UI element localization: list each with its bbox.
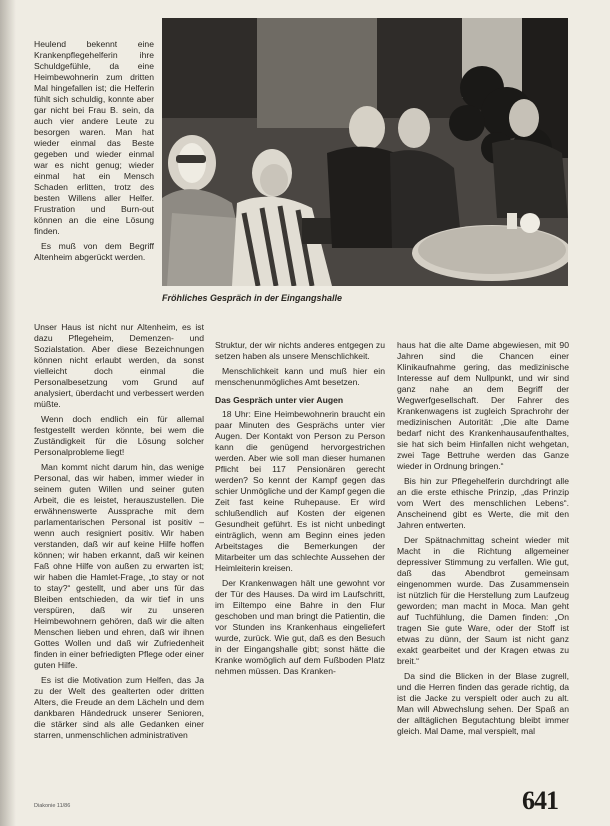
photo-illustration <box>162 18 568 286</box>
column-2-paragraph: Der Krankenwagen hält une gewohnt vor der Tür des Hauses. Da wird im Laufschritt, im Eiltempo eine Bahre in den Flur geschoben und man bringt die Patientin, die vor Stunden ins Krankenhaus eingeliefert wurde, zurück. Wie gut, daß es den Besuch in der Eingangshalle gibt; sonst hätte die Kranke womöglich auf dem Fußboden Platz nehmen müssen. Das Kranken- <box>215 578 385 676</box>
column-2-paragraph: 18 Uhr: Eine Heimbewohnerin braucht ein paar Minuten des Gesprächs unter vier Augen. Der Kontakt von Person zu Person kann die genügend hervorgestrichen werden. Aber wie soll man dieser humanen Pflicht bei 117 Pensionären gerecht werden? So kennt der Kampf gegen das schier Unmögliche und der Kampf gegen die Zeit fast keine Ruhepause. Er wird schlußendlich auf Kosten der eigenen Gesundheit geführt. Es ist nicht unbedingt einträglich, wenn am Beginn eines jeden Arbeitstages die Bemerkungen der Mitarbeiter um das schlechte Aussehen der Heimleiterin kreisen. <box>215 409 385 573</box>
column-1-paragraph: Man kommt nicht darum hin, das wenige Personal, das wir haben, immer wieder in seinem guten Willen und seiner guten Arbeit, die es leistet, herauszustellen. Die erwähnenswerte Aussprache mit dem parlamentarischen Personal ist positiv – wenn auch resigniert positiv. Wir haben verstanden, daß wir auf keine Hilfe hoffen können; wir haben erkannt, daß wir keinen Faß ohne Hilfe von außen zu erwarten ist; wir haben die Hamlet-Frage, „to stay or not to stay?“ gestellt, und aber uns für das Bleiben entschieden, da wir tief in uns verspüren, daß wir zu unseren Heimbewohnern gehören, daß wir die alten Menschen lieben und ehren, daß wir ihnen Gottes Wollen und daß wir Zufriedenheit finden in einer befriedigten Pflege oder einer guten Hilfe. <box>34 462 204 670</box>
footer-issue: Diakonie 11/86 <box>34 803 71 809</box>
column-3-paragraph: Der Spätnachmittag scheint wieder mit Macht in die Richtung allgemeiner depressiver Stimmung zu verfallen. Wie gut, daß das Abendbrot gemeinsam eingenommen wurde. Das Zusammensein ist nützlich für die Herstellung zum Laufzeug geworden; man macht in Moca. Man geht auf Tuchfühlung, die Damen finden: „On tragen Sie gute Ware, oder der Stoff ist etwas zu dünn, der Saum ist nicht ganz exakt gearbeitet und der Kragen etwas zu breit.“ <box>397 535 569 666</box>
photo-caption: Fröhliches Gespräch in der Eingangshalle <box>162 293 343 303</box>
page-edge-shadow <box>0 0 16 826</box>
column-2-paragraph: Struktur, der wir nichts anderes entgegen zu setzen haben als unsere Menschlichkeit. <box>215 340 385 361</box>
column-1-paragraph: Unser Haus ist nicht nur Altenheim, es ist dazu Pflegeheim, Demenzen- und Sozialstation. Aber diese Bezeichnungen können nicht erlaubt werden, da sonst vielleicht doch einmal die Personalbesetzung vom Grund auf analysiert, überdacht und verbessert werden müßte. <box>34 322 204 409</box>
photo-group-conversation <box>162 18 568 286</box>
column-1-bottom <box>34 322 204 802</box>
column-1-paragraph: Es muß von dem Begriff Altenheim abgerückt werden. <box>34 241 154 262</box>
column-1-paragraph: Wenn doch endlich ein für allemal festgestellt werden könnte, bei wem die Zuständigkeit für die Lösung solcher Personalprobleme liegt! <box>34 414 204 457</box>
column-3 <box>397 340 569 780</box>
column-3-paragraph: Da sind die Blicken in der Blase zugrell, und die Herren finden das gerade richtig, da ist die Jacke zu verspielt oder auch zu alt. Man will Abwechslung sehen. Der Spaß an der alltäglichen Begutachtung bleibt immer gleich. Mal Dame, mal verspielt, mal <box>397 671 569 736</box>
column-2 <box>215 340 385 802</box>
column-3-paragraph: haus hat die alte Dame abgewiesen, mit 90 Jahren sind die Chancen einer Klinikaufnahme gering, das medizinische Interesse auf dem Nullpunkt, und wir sind ganz nahe an dem Begriff der Wegwerfgesellschaft. Der Fahrer des Krankenwagens ist zugleich Sprachrohr der medizinischen Autorität: „Die alte Dame bedarf nicht des Krankenhausaufenthaltes, sie hat sich beim Hinfallen nicht wehgetan, zwei Tage Bettruhe werden das Ganze wieder in Ordnung bringen.“ <box>397 340 569 471</box>
column-2-paragraph: Menschlichkeit kann und muß hier ein menschenunmögliches Amt besetzen. <box>215 366 385 387</box>
column-3-paragraph: Bis hin zur Pflegehelferin durchdringt alle an die erste ethische Prinzip, „das Prinzip vom Wert des menschlichen Lebens“. Anscheinend gibt es Werte, die mit den Jahren entwerten. <box>397 476 569 530</box>
column-1-paragraph: Heulend bekennt eine Krankenpflegehelferin ihre Schuldgefühle, da eine Heimbewohnerin zum dritten Mal hingefallen ist; die Helferin fühlt sich schuldig, konnte aber gar nicht bei Frau B. sein, da auch vier andere Leute zu besorgen waren. Man hat wieder einmal das Beste gegeben und wieder einmal war es nicht genug; wieder einmal hat ein Mensch Schaden erlitten, trotz des besten Willens aller Helfer. Frustration und Burn-out können an die eine Lösung finden. <box>34 39 154 236</box>
page-number: 641 <box>522 786 558 815</box>
column-1-top <box>34 39 154 322</box>
section-heading: Das Gespräch unter vier Augen <box>215 395 344 405</box>
column-1-paragraph: Es ist die Motivation zum Helfen, das Ja zu der Welt des gealterten oder dritten Alters, die Freude an dem Lächeln und dem dankbaren Händedruck unserer Senioren, die stärker sind als alle Gedanken einer starren, unmenschlichen administrativen <box>34 675 204 740</box>
